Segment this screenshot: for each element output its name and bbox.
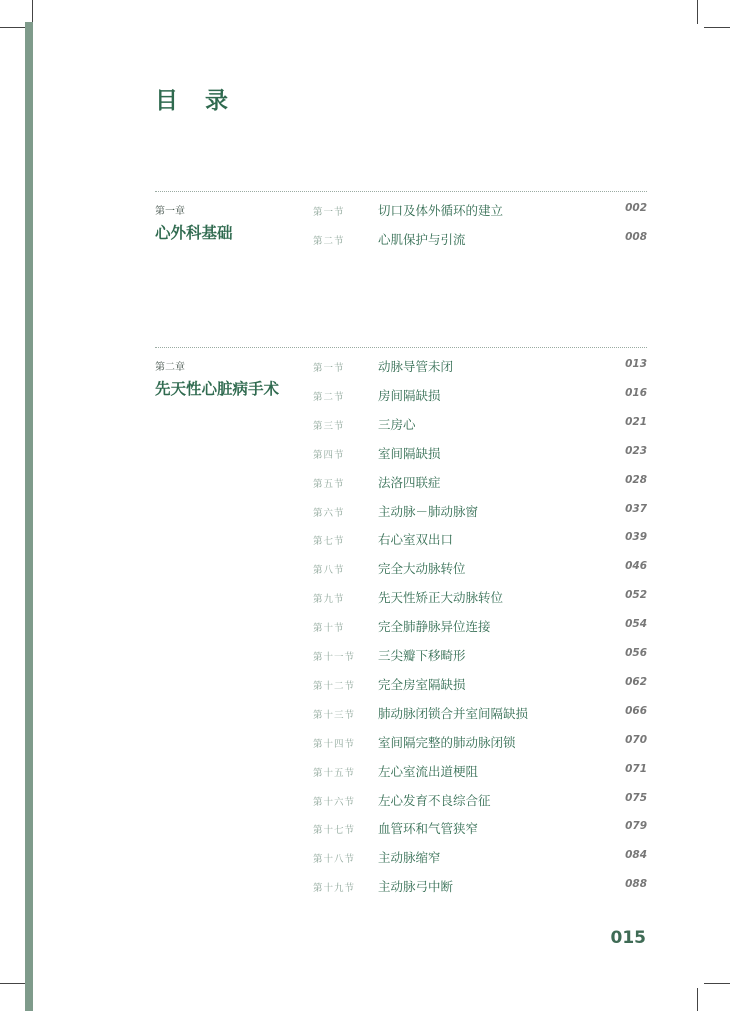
- crop-mark: [697, 988, 698, 1011]
- section-number: 第十六节: [313, 796, 356, 808]
- chapter-name: 心外科基础: [155, 224, 233, 242]
- section-page: 084: [625, 849, 647, 862]
- toc-entry[interactable]: [155, 848, 647, 868]
- section-title: 完全房室隔缺损: [378, 676, 466, 692]
- toc-entry[interactable]: [155, 791, 647, 811]
- toc-entry[interactable]: [155, 675, 647, 695]
- section-page: 070: [625, 733, 647, 746]
- section-title: 主动脉－肺动脉窗: [378, 503, 479, 519]
- crop-mark: [0, 983, 26, 984]
- toc-entry[interactable]: [155, 588, 647, 608]
- crop-mark: [0, 27, 26, 28]
- section-number: 第二节: [313, 235, 345, 247]
- chapter-number: 第一章: [155, 206, 185, 217]
- section-number: 第十五节: [313, 767, 356, 779]
- section-title: 三尖瓣下移畸形: [378, 648, 466, 663]
- section-title: 完全大动脉转位: [378, 561, 466, 577]
- page-title: 目 录: [155, 88, 230, 114]
- section-page: 054: [625, 618, 647, 631]
- section-title: 左心发育不良综合征: [378, 792, 491, 808]
- section-page: 037: [625, 502, 647, 515]
- section-page: 023: [625, 444, 647, 457]
- toc-entry[interactable]: [155, 617, 647, 637]
- section-number: 第二节: [313, 391, 345, 403]
- section-title: 切口及体外循环的建立: [378, 203, 504, 218]
- section-title: 法洛四联症: [378, 474, 441, 490]
- page-number: 015: [610, 928, 646, 948]
- section-title: 室间隔完整的肺动脉闭锁: [378, 734, 516, 750]
- section-page: 028: [625, 473, 647, 486]
- section-number: 第六节: [313, 507, 345, 519]
- toc-entry[interactable]: [155, 502, 647, 522]
- section-page: 021: [625, 415, 647, 428]
- toc-entry[interactable]: [155, 357, 647, 377]
- section-number: 第十七节: [313, 825, 356, 837]
- toc-entry[interactable]: [155, 646, 647, 666]
- section-number: 第十四节: [313, 738, 356, 750]
- section-title: 动脉导管未闭: [378, 359, 454, 374]
- chapter-1: [155, 191, 647, 261]
- toc-entry[interactable]: [155, 704, 647, 724]
- section-page: 071: [625, 762, 647, 775]
- spine-bar: [25, 22, 33, 1011]
- section-page: 079: [625, 820, 647, 833]
- section-number: 第五节: [313, 478, 345, 490]
- section-title: 完全肺静脉异位连接: [378, 619, 491, 635]
- section-number: 第十三节: [313, 709, 356, 721]
- toc-entry[interactable]: [155, 386, 647, 406]
- section-title: 先天性矫正大动脉转位: [378, 590, 504, 606]
- section-page: 046: [625, 560, 647, 573]
- chapter-name: 先天性心脏病手术: [155, 380, 280, 398]
- toc-entry[interactable]: [155, 877, 647, 897]
- toc-entry[interactable]: [155, 819, 647, 839]
- section-title: 右心室双出口: [378, 532, 454, 548]
- section-page: 039: [625, 531, 647, 544]
- section-number: 第四节: [313, 449, 345, 461]
- section-number: 第十一节: [313, 652, 356, 663]
- section-number: 第七节: [313, 536, 345, 548]
- section-number: 第十二节: [313, 680, 356, 692]
- section-title: 肺动脉闭锁合并室间隔缺损: [378, 705, 529, 721]
- section-number: 第八节: [313, 565, 345, 577]
- toc-entry[interactable]: [155, 762, 647, 782]
- section-page: 088: [625, 878, 647, 891]
- section-page: 062: [625, 675, 647, 688]
- section-title: 主动脉缩窄: [378, 850, 441, 866]
- section-number: 第十节: [313, 623, 345, 635]
- toc-entry[interactable]: [155, 444, 647, 464]
- section-page: 016: [625, 386, 647, 399]
- section-title: 心肌保护与引流: [378, 231, 466, 247]
- section-title: 左心室流出道梗阻: [378, 763, 479, 779]
- section-title: 房间隔缺损: [378, 387, 441, 403]
- chapter-number: 第二章: [155, 362, 185, 373]
- chapter-divider: [155, 191, 647, 192]
- section-number: 第一节: [313, 207, 345, 218]
- section-title: 血管环和气管狭窄: [378, 821, 479, 837]
- section-number: 第三节: [313, 420, 345, 432]
- section-number: 第十八节: [313, 854, 356, 866]
- toc-entry[interactable]: [155, 415, 647, 435]
- crop-mark: [704, 27, 730, 28]
- section-page: 013: [625, 358, 647, 370]
- section-page: 008: [625, 230, 647, 243]
- toc-entry[interactable]: [155, 530, 647, 550]
- chapter-2: [155, 347, 647, 897]
- section-number: 第九节: [313, 594, 345, 606]
- crop-mark: [704, 983, 730, 984]
- section-number: 第十九节: [313, 883, 356, 895]
- toc-entry[interactable]: [155, 201, 647, 221]
- section-number: 第一节: [313, 363, 345, 374]
- section-title: 室间隔缺损: [378, 445, 441, 461]
- section-page: 075: [625, 791, 647, 804]
- toc-entry[interactable]: [155, 230, 647, 250]
- crop-mark: [697, 0, 698, 24]
- section-page: 066: [625, 704, 647, 717]
- section-page: 056: [625, 647, 647, 659]
- chapter-divider: [155, 347, 647, 348]
- toc-entry[interactable]: [155, 559, 647, 579]
- section-title: 三房心: [378, 416, 416, 432]
- section-page: 002: [625, 202, 647, 214]
- toc-entry[interactable]: [155, 733, 647, 753]
- crop-mark: [32, 0, 33, 24]
- section-page: 052: [625, 589, 647, 602]
- section-title: 主动脉弓中断: [378, 879, 454, 895]
- toc-entry[interactable]: [155, 473, 647, 493]
